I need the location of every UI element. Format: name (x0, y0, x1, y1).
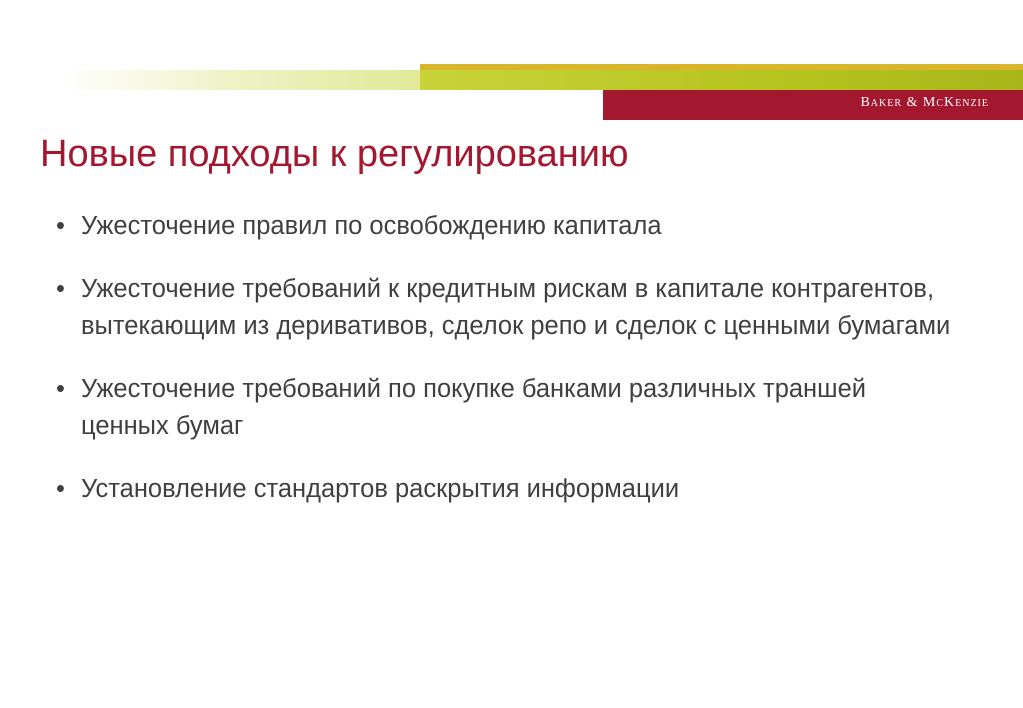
bullet-text: Ужесточение требований к кредитным рискам в капитале контрагентов, вытекающим из деривативов, сделок репо и сделок с ценными бумагами (81, 275, 951, 340)
bullet-marker: • (56, 475, 65, 503)
bullet-text: Установление стандартов раскрытия информации (81, 475, 680, 503)
bullet-marker: • (56, 275, 65, 303)
bullet-marker: • (56, 375, 65, 403)
brand-logo-text: Baker & McKenzie (860, 95, 989, 110)
header-accent-stripe (420, 64, 1023, 70)
bullet-item (56, 208, 956, 245)
bullet-text: Ужесточение правил по освобождению капитала (81, 212, 662, 240)
header-gradient-band (60, 70, 425, 90)
bullet-item (56, 271, 956, 345)
bullet-item (56, 371, 956, 445)
brand-bar (603, 90, 1023, 120)
bullet-marker: • (56, 212, 65, 240)
bullet-item (56, 471, 956, 508)
slide-title: Новые подходы к регулированию (40, 133, 629, 175)
bullet-text: Ужесточение требований по покупке банками различных траншей ценных бумаг (81, 375, 867, 440)
bullet-list (56, 208, 956, 534)
